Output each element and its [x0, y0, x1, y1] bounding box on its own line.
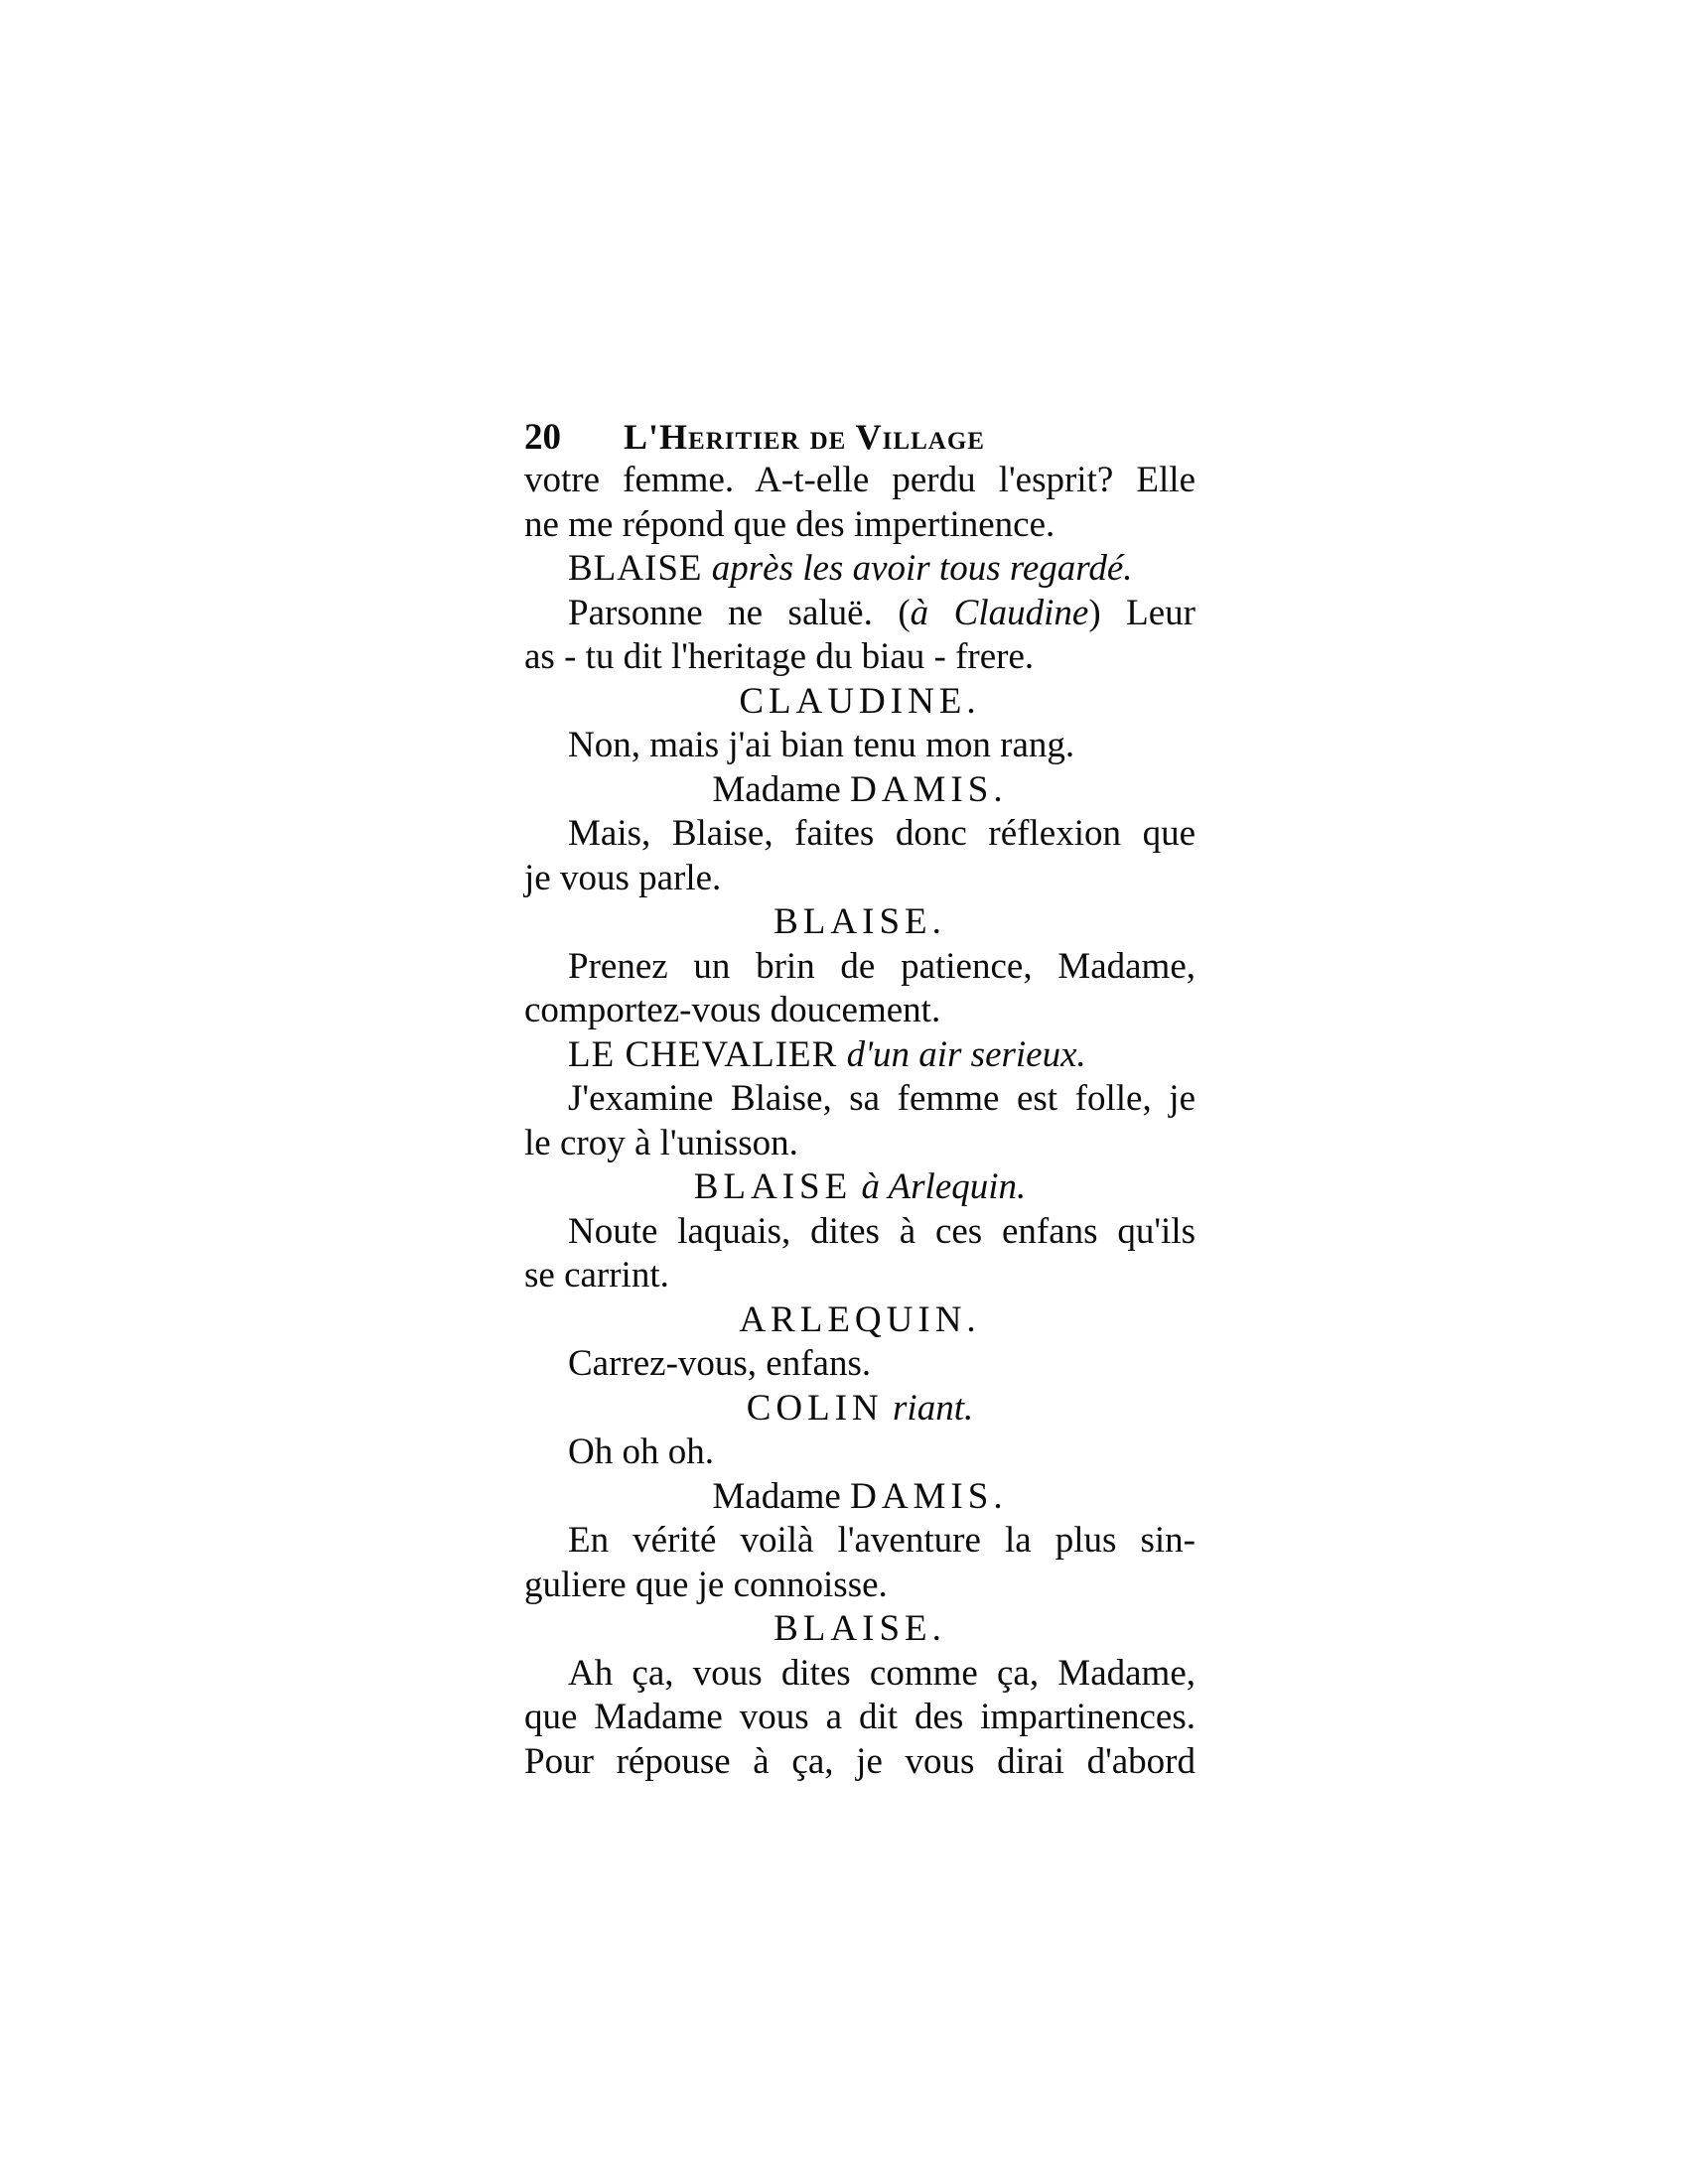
- text-line: Prenez un brin de patience, Madame,: [568, 945, 1196, 987]
- stage-direction: à Arlequin.: [861, 1166, 1027, 1207]
- speaker-heading: [524, 547, 1196, 592]
- speaker-heading: [524, 768, 1196, 813]
- text-line: guliere que je connoisse.: [524, 1564, 888, 1605]
- speaker-name: DAMIS.: [850, 1475, 1008, 1517]
- speaker-name: DAMIS.: [850, 768, 1008, 810]
- speaker-name: BLAISE.: [774, 901, 946, 942]
- speaker-heading: [524, 680, 1196, 725]
- text-line: Oh oh oh.: [568, 1432, 714, 1472]
- speaker-heading: [524, 1387, 1196, 1432]
- text-line: Pour répouse à ça, je vous dirai d'abord: [524, 1740, 1196, 1782]
- speaker-name: COLIN: [746, 1387, 884, 1429]
- text-line: votre femme. A-t-elle perdu l'esprit? Elle: [524, 460, 1196, 500]
- text-line: Mais, Blaise, faites donc réflexion que: [568, 813, 1196, 854]
- text-line: Ah ça, vous dites comme ça, Madame,: [568, 1652, 1196, 1694]
- speaker-heading: [524, 1033, 1196, 1078]
- stage-direction: d'un air serieux.: [846, 1033, 1086, 1075]
- speaker-heading: [524, 1298, 1196, 1343]
- speaker-heading: [524, 1165, 1196, 1210]
- text-line: se carrint.: [524, 1255, 669, 1296]
- speaker-title: Madame: [712, 1475, 841, 1517]
- speaker-heading: [524, 1475, 1196, 1520]
- stage-direction: riant.: [893, 1387, 974, 1429]
- stage-direction: à Claudine: [910, 592, 1089, 633]
- text-line: [524, 592, 1196, 636]
- text-line: que Madame vous a dit des impartinences.: [524, 1697, 1196, 1737]
- text-line: Carrez-vous, enfans.: [568, 1343, 872, 1384]
- text-line: J'examine Blaise, sa femme est folle, je: [568, 1078, 1196, 1119]
- speaker-name: LE CHEVALIER: [568, 1033, 838, 1075]
- speaker-heading: [524, 900, 1196, 945]
- page-number: 20: [524, 417, 561, 458]
- text-segment: ) Leur: [1088, 592, 1196, 633]
- text-line: comportez-vous doucement.: [524, 990, 941, 1030]
- speaker-heading: [524, 1607, 1196, 1652]
- page-text: [524, 415, 1196, 1784]
- speaker-name: ARLEQUIN.: [739, 1298, 981, 1340]
- stage-direction: après les avoir tous regardé.: [711, 548, 1133, 589]
- text-line: Noute laquais, dites à ces enfans qu'ils: [568, 1210, 1196, 1252]
- text-line: Non, mais j'ai bian tenu mon rang.: [568, 725, 1075, 765]
- text-line: ne me répond que des impertinence.: [524, 503, 1055, 545]
- speaker-name: BLAISE.: [774, 1608, 946, 1649]
- text-segment: Parsonne ne saluë. (: [568, 592, 911, 633]
- text-line: En vérité voilà l'aventure la plus sin-: [568, 1520, 1196, 1561]
- running-header: [524, 415, 1196, 459]
- text-line: as - tu dit l'heritage du biau - frere.: [524, 636, 1035, 677]
- speaker-name: CLAUDINE.: [739, 680, 981, 722]
- text-line: je vous parle.: [524, 857, 722, 898]
- speaker-name: BLAISE: [693, 1166, 853, 1207]
- speaker-title: Madame: [712, 768, 841, 810]
- running-title: L'Heritier de Village: [624, 417, 985, 457]
- speaker-name: BLAISE: [568, 548, 703, 589]
- text-line: le croy à l'unisson.: [524, 1122, 798, 1163]
